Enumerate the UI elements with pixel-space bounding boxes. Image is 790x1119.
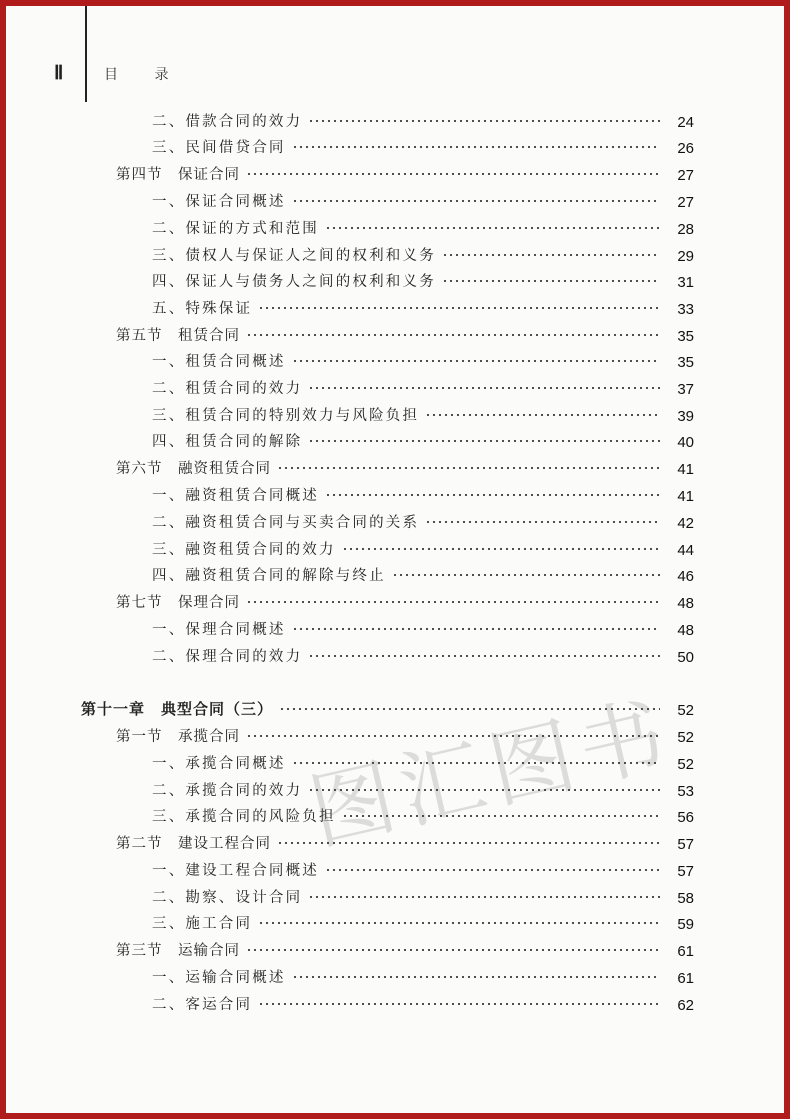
dot-leader [425,409,660,421]
dot-leader [308,891,660,903]
header-rule [85,6,87,102]
toc-item-row [152,187,694,211]
toc-entry-label: 四、融资租赁合同的解除与终止 [152,568,386,584]
dot-leader [342,543,660,555]
toc-entry-label: 四、保证人与债务人之间的权利和义务 [152,274,436,290]
dot-leader [258,302,660,314]
toc-page-number: 35 [677,328,694,345]
dot-leader [292,141,660,153]
toc-entry-label: 第一节 承揽合同 [116,729,240,745]
toc-entry-label: 第六节 融资租赁合同 [116,461,271,477]
toc-page-number: 59 [677,916,694,933]
toc-page-number: 46 [677,568,694,585]
toc-page-number: 61 [677,970,694,987]
toc-page-number: 42 [677,515,694,532]
dot-leader [442,249,660,261]
dot-leader [292,355,660,367]
toc-section-row [116,160,694,184]
toc-entry-label: 一、保证合同概述 [152,194,286,210]
toc-item-row [152,508,694,532]
toc-entry-label: 一、租赁合同概述 [152,354,286,370]
toc-entry-label: 三、施工合同 [152,916,253,932]
dot-leader [292,971,660,983]
toc-item-row [152,214,694,238]
dot-leader [246,329,660,341]
toc-page-number: 52 [677,756,694,773]
toc-page-number: 33 [677,301,694,318]
toc-entry-label: 一、保理合同概述 [152,622,286,638]
dot-leader [258,917,660,929]
toc-entry-label: 一、承揽合同概述 [152,756,286,772]
toc-page-number: 26 [677,140,694,157]
running-title: 目 录 [104,67,185,83]
dot-leader [258,998,660,1010]
dot-leader [392,569,660,581]
toc-item-row [152,802,694,826]
toc-chapter-row [81,695,694,719]
dot-leader [425,516,660,528]
toc-section-row [116,321,694,345]
toc-entry-label: 三、债权人与保证人之间的权利和义务 [152,248,436,264]
toc-entry-label: 三、融资租赁合同的效力 [152,542,336,558]
toc-item-row [152,133,694,157]
toc-entry-label: 第十一章 典型合同（三） [81,700,274,718]
toc-page-number: 41 [677,488,694,505]
toc-item-row [152,776,694,800]
dot-leader [308,382,660,394]
toc-page-number: 58 [677,890,694,907]
toc-entry-label: 二、客运合同 [152,997,253,1013]
toc-entry-label: 三、民间借贷合同 [152,140,286,156]
toc-entry-label: 二、保证的方式和范围 [152,221,319,237]
toc-entry-label: 三、承揽合同的风险负担 [152,809,336,825]
toc-item-row [152,615,694,639]
toc-entry-label: 五、特殊保证 [152,301,253,317]
toc-page-number: 27 [677,194,694,211]
toc-page-number: 35 [677,354,694,371]
dot-leader [325,489,660,501]
toc-item-row [152,749,694,773]
toc-item-row [152,883,694,907]
toc-page-number: 57 [677,863,694,880]
dot-leader [308,115,660,127]
book-page [6,6,784,1113]
dot-leader [277,837,660,849]
dot-leader [308,650,660,662]
toc-page-number: 48 [677,595,694,612]
toc-entry-label: 第七节 保理合同 [116,595,240,611]
toc-item-row [152,642,694,666]
toc-item-row [152,990,694,1014]
dot-leader [292,195,660,207]
toc-page-number: 52 [677,729,694,746]
toc-section-row [116,588,694,612]
toc-entry-label: 二、融资租赁合同与买卖合同的关系 [152,515,420,531]
toc-item-row [152,909,694,933]
toc-entry-label: 二、保理合同的效力 [152,649,303,665]
toc-entry-label: 第四节 保证合同 [116,167,240,183]
toc-item-row [152,241,694,265]
toc-section-row [116,829,694,853]
toc-item-row [152,963,694,987]
toc-item-row [152,347,694,371]
toc-section-row [116,722,694,746]
toc-page-number: 50 [677,649,694,666]
dot-leader [277,462,660,474]
toc-page-number: 62 [677,997,694,1014]
dot-leader [325,222,660,234]
toc-page-number: 41 [677,461,694,478]
dot-leader [246,944,660,956]
toc-section-row [116,454,694,478]
toc-entry-label: 四、租赁合同的解除 [152,434,303,450]
toc-entry-label: 二、租赁合同的效力 [152,381,303,397]
toc-item-row [152,294,694,318]
toc-entry-label: 第五节 租赁合同 [116,328,240,344]
toc-page-number: 31 [677,274,694,291]
dot-leader [308,784,660,796]
dot-leader [246,596,660,608]
toc-item-row [152,535,694,559]
toc-item-row [152,481,694,505]
toc-page-number: 61 [677,943,694,960]
toc-entry-label: 一、融资租赁合同概述 [152,488,319,504]
toc-page-number: 52 [677,702,694,719]
toc-item-row [152,856,694,880]
toc-page-number: 40 [677,434,694,451]
toc-item-row [152,374,694,398]
toc-page-number: 39 [677,408,694,425]
dot-leader [246,730,660,742]
dot-leader [342,810,660,822]
toc-page-number: 29 [677,248,694,265]
toc-entry-label: 二、承揽合同的效力 [152,783,303,799]
toc-page-number: 27 [677,167,694,184]
toc-page-number: 56 [677,809,694,826]
toc-page-number: 28 [677,221,694,238]
toc-item-row [152,427,694,451]
toc-page-number: 48 [677,622,694,639]
toc-page-number: 37 [677,381,694,398]
dot-leader [292,757,660,769]
dot-leader [246,168,660,180]
toc-entry-label: 三、租赁合同的特别效力与风险负担 [152,408,420,424]
dot-leader [292,623,660,635]
toc-section-row [116,936,694,960]
dot-leader [442,275,660,287]
toc-page-number: 24 [677,114,694,131]
toc-page-number: 53 [677,783,694,800]
toc-item-row [152,267,694,291]
toc-entry-label: 一、运输合同概述 [152,970,286,986]
toc-entry-label: 二、借款合同的效力 [152,114,303,130]
dot-leader [308,435,660,447]
toc-entry-label: 二、勘察、设计合同 [152,890,303,906]
toc-entry-label: 第二节 建设工程合同 [116,836,271,852]
toc-item-row [152,107,694,131]
toc-entry-label: 一、建设工程合同概述 [152,863,319,879]
page-numeral: Ⅱ [54,63,64,84]
dot-leader [325,864,660,876]
toc-page-number: 57 [677,836,694,853]
toc-page-number: 44 [677,542,694,559]
toc-item-row [152,561,694,585]
toc-item-row [152,401,694,425]
toc-entry-label: 第三节 运输合同 [116,943,240,959]
watermark: 图汇图书 [300,683,682,863]
dot-leader [279,703,660,715]
